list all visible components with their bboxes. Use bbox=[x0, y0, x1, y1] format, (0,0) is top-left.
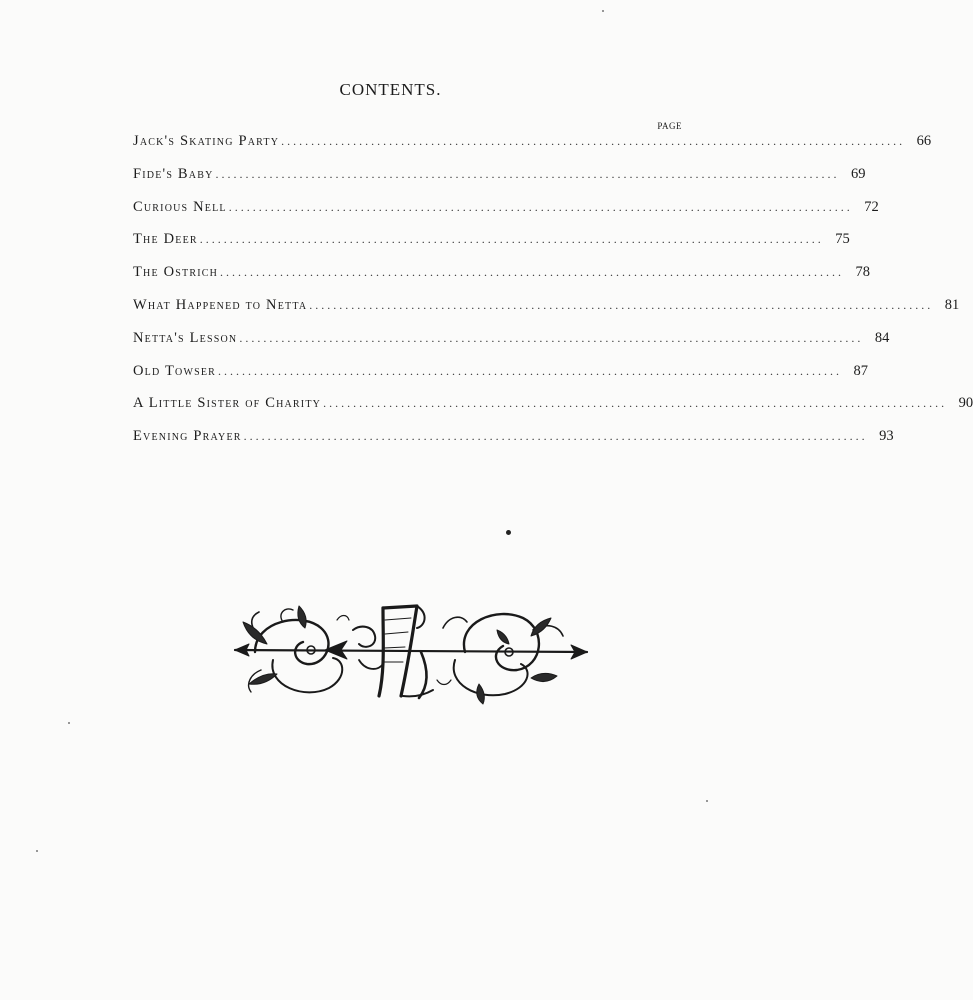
table-of-contents bbox=[133, 133, 973, 461]
toc-entry-page: 93 bbox=[879, 428, 894, 445]
toc-entry-page: 87 bbox=[853, 362, 869, 379]
dot-leader: ........................................................................................................ bbox=[239, 330, 864, 345]
dot-leader: ........................................................................................................ bbox=[281, 134, 906, 148]
paper-speck bbox=[602, 10, 604, 12]
toc-entry[interactable] bbox=[133, 329, 890, 363]
dot-leader: ........................................................................................................ bbox=[199, 232, 824, 247]
toc-entry[interactable] bbox=[133, 133, 932, 166]
toc-entry[interactable] bbox=[133, 165, 866, 199]
toc-entry[interactable] bbox=[133, 198, 879, 232]
paper-speck bbox=[68, 722, 70, 724]
toc-entry-title: Fide's Baby bbox=[133, 165, 214, 182]
toc-entry-page: 81 bbox=[944, 296, 960, 313]
toc-entry[interactable] bbox=[133, 362, 869, 396]
paper-speck bbox=[36, 850, 38, 852]
toc-entry-title: Curious Nell bbox=[133, 198, 227, 215]
toc-entry-title: Old Towser bbox=[133, 362, 217, 379]
toc-entry[interactable] bbox=[133, 428, 894, 461]
dot-leader: ........................................................................................................ bbox=[228, 199, 853, 214]
dot-leader: ........................................................................................................ bbox=[323, 396, 948, 411]
contents-heading: CONTENTS. bbox=[339, 80, 442, 99]
ink-dot bbox=[506, 530, 511, 535]
toc-entry-page: 72 bbox=[864, 198, 879, 215]
toc-entry[interactable] bbox=[133, 264, 871, 297]
dot-leader: ........................................................................................................ bbox=[243, 429, 868, 444]
toc-entry[interactable] bbox=[133, 231, 850, 264]
paper-speck bbox=[706, 800, 708, 802]
toc-entry[interactable] bbox=[133, 395, 973, 428]
toc-entry-title: A Little Sister of Charity bbox=[133, 395, 322, 412]
toc-entry-page: 69 bbox=[851, 165, 866, 182]
toc-entry-title: What Happened to Netta bbox=[133, 296, 308, 313]
toc-entry-page: 66 bbox=[916, 133, 932, 149]
toc-entry-title: Jack's Skating Party bbox=[133, 133, 280, 149]
toc-entry-title: The Ostrich bbox=[133, 264, 219, 281]
dot-leader: ........................................................................................................ bbox=[218, 363, 843, 378]
dot-leader: ........................................................................................................ bbox=[215, 166, 840, 181]
toc-entry-page: 75 bbox=[835, 231, 850, 248]
toc-entry-title: Netta's Lesson bbox=[133, 329, 238, 346]
page-column-label: PAGE bbox=[657, 121, 682, 131]
toc-entry-title: Evening Prayer bbox=[133, 428, 242, 445]
toc-entry-page: 78 bbox=[855, 264, 871, 281]
toc-entry-page: 90 bbox=[958, 395, 973, 412]
toc-entry-page: 84 bbox=[874, 329, 890, 346]
floral-scroll-ornament-icon bbox=[233, 600, 589, 704]
dot-leader: ........................................................................................................ bbox=[220, 265, 845, 280]
dot-leader: ........................................................................................................ bbox=[309, 297, 934, 312]
toc-entry-title: The Deer bbox=[133, 231, 198, 248]
toc-entry[interactable] bbox=[133, 296, 960, 330]
